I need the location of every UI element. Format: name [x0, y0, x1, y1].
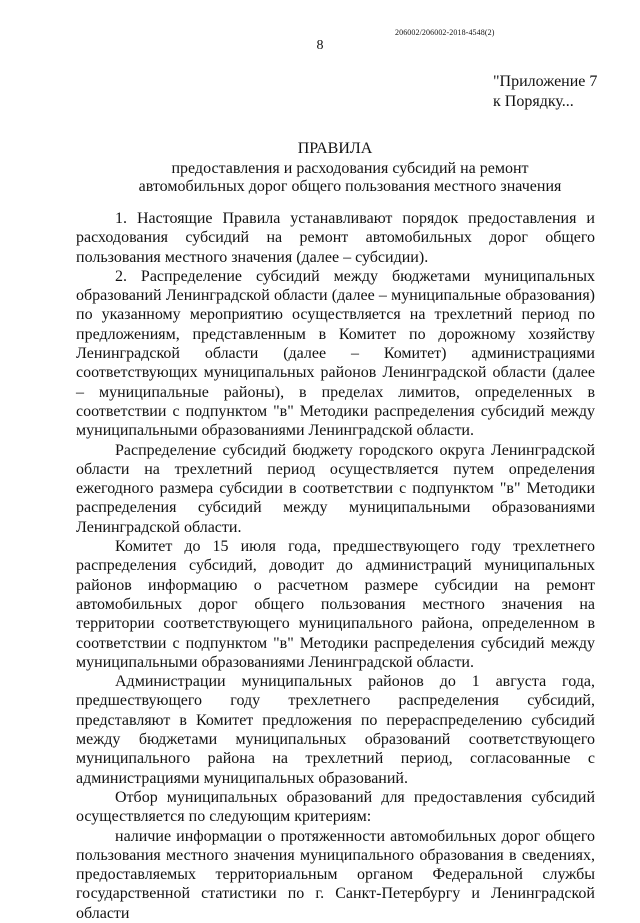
- document-body: [76, 209, 595, 923]
- paragraph-2: 2. Распределение субсидий между бюджетами муниципальных образований Ленинградской области (далее – муниципальные образования) по указанному мероприятию осуществляется на трехлетний период по предложениям, представленным в Комитет по дорожному хозяйству Ленинградской области (далее – Комитет) администрациями соответствующих муниципальных районов Ленинградской области (далее – муниципальные районы), в пределах лимитов, определенных в соответствии с подпунктом "в" Методики распределения субсидий между муниципальными образованиями Ленинградской области.: [76, 267, 595, 440]
- annex-reference: [493, 72, 597, 112]
- paragraph-6: Отбор муниципальных образований для предоставления субсидий осуществляется по следующим критериям:: [76, 788, 595, 826]
- annex-line-1: "Приложение 7: [493, 73, 598, 90]
- paragraph-4: Комитет до 15 июля года, предшествующего году трехлетнего распределения субсидий, доводит до администраций муниципальных районов информацию о расчетном размере субсидии на ремонт автомобильных дорог общего пользования местного значения на территории соответствующего муниципального района, определенном в соответствии с подпунктом "в" Методики распределения субсидий между муниципальными образованиями Ленинградской области.: [76, 538, 595, 671]
- annex-line-2: к Порядку...: [493, 93, 574, 110]
- document-title: ПРАВИЛА: [297, 140, 373, 157]
- page-number: 8: [316, 38, 324, 53]
- document-code: 206002/206002-2018-4548(2): [395, 28, 495, 37]
- paragraph-3: Распределение субсидий бюджету городского округа Ленинградской области на трехлетний период осуществляется путем определения ежегодного размера субсидии в соответствии с подпунктом "в" Методики распределения субсидий между муниципальными образованиями Ленинградской области.: [76, 441, 595, 536]
- paragraph-5: Администрации муниципальных районов до 1 августа года, предшествующего году трехлетнего распределения субсидий, представляют в Комитет предложения по перераспределению субсидий между бюджетами муниципальных образований соответствующего муниципального района на трехлетний период, согласованные с администрациями муниципальных образований.: [76, 673, 595, 787]
- subtitle-line-1: предоставления и расходования субсидий на ремонт: [171, 160, 529, 177]
- subtitle-line-2: автомобильных дорог общего пользования местного значения: [138, 178, 562, 195]
- paragraph-7: наличие информации о протяженности автомобильных дорог общего пользования местного значения муниципального образования в сведениях, предоставляемых территориальным органом Федеральной службы государственной статистики по г. Санкт-Петербургу и Ленинградской области: [76, 827, 595, 922]
- paragraph-1: 1. Настоящие Правила устанавливают порядок предоставления и расходования субсидий на ремонт автомобильных дорог общего пользования местного значения (далее – субсидии).: [76, 210, 595, 266]
- document-subtitle: [0, 160, 640, 196]
